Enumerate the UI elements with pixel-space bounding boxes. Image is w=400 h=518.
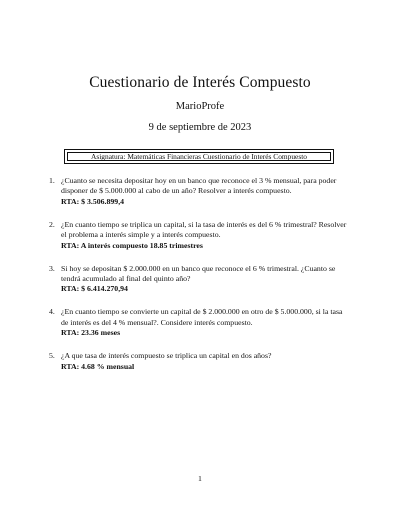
- question-text: ¿En cuanto tiempo se triplica un capital, si la tasa de interés es del 6 % trimestral? Resolver el problema a interés simple y a interés compuesto.: [61, 219, 347, 240]
- question-answer: RTA: $ 3.506.899,4: [61, 196, 125, 206]
- question-number: 4.: [49, 307, 55, 317]
- question-number: 1.: [49, 176, 55, 185]
- document-title: Cuestionario de Interés Compuesto: [89, 74, 311, 91]
- subject-box: [64, 149, 334, 164]
- subject-label: Asignatura: Matemáticas Financieras Cuestionario de Interés Compuesto: [67, 152, 331, 161]
- question-answer: RTA: A interés compuesto 18.85 trimestres: [61, 240, 203, 250]
- question-item: [49, 220, 349, 251]
- question-text: ¿Cuanto se necesita depositar hoy en un banco que reconoce el 3 % mensual, para poder disponer de $ 5.000.000 al cabo de un año? Resolver a interés compuesto.: [61, 176, 337, 196]
- question-item: [49, 176, 349, 207]
- question-answer: RTA: 23.36 meses: [61, 328, 121, 338]
- page-number: 1: [198, 474, 202, 483]
- question-list: [49, 176, 349, 385]
- question-item: [49, 264, 349, 295]
- question-number: 2.: [49, 219, 55, 229]
- question-item: [49, 351, 349, 372]
- question-item: [49, 307, 349, 338]
- question-answer: RTA: 4.68 % mensual: [61, 361, 135, 371]
- question-text: ¿A que tasa de interés compuesto se triplica un capital en dos años?: [61, 351, 272, 361]
- document-date: 9 de septiembre de 2023: [148, 122, 252, 133]
- question-number: 3.: [49, 263, 55, 273]
- question-answer: RTA: $ 6.414.270,94: [61, 284, 128, 294]
- question-number: 5.: [49, 351, 55, 361]
- question-text: Si hoy se depositan $ 2.000.000 en un banco que reconoce el 6 % trimestral. ¿Cuanto se tendrá acumulado al final del quinto año?: [61, 263, 336, 284]
- question-text: ¿En cuanto tiempo se convierte un capital de $ 2.000.000 en otro de $ 5.000.000, si la tasa de interés es del 4 % mensual?. Considere interés compuesto.: [61, 307, 343, 327]
- document-author: MarioProfe: [175, 101, 225, 112]
